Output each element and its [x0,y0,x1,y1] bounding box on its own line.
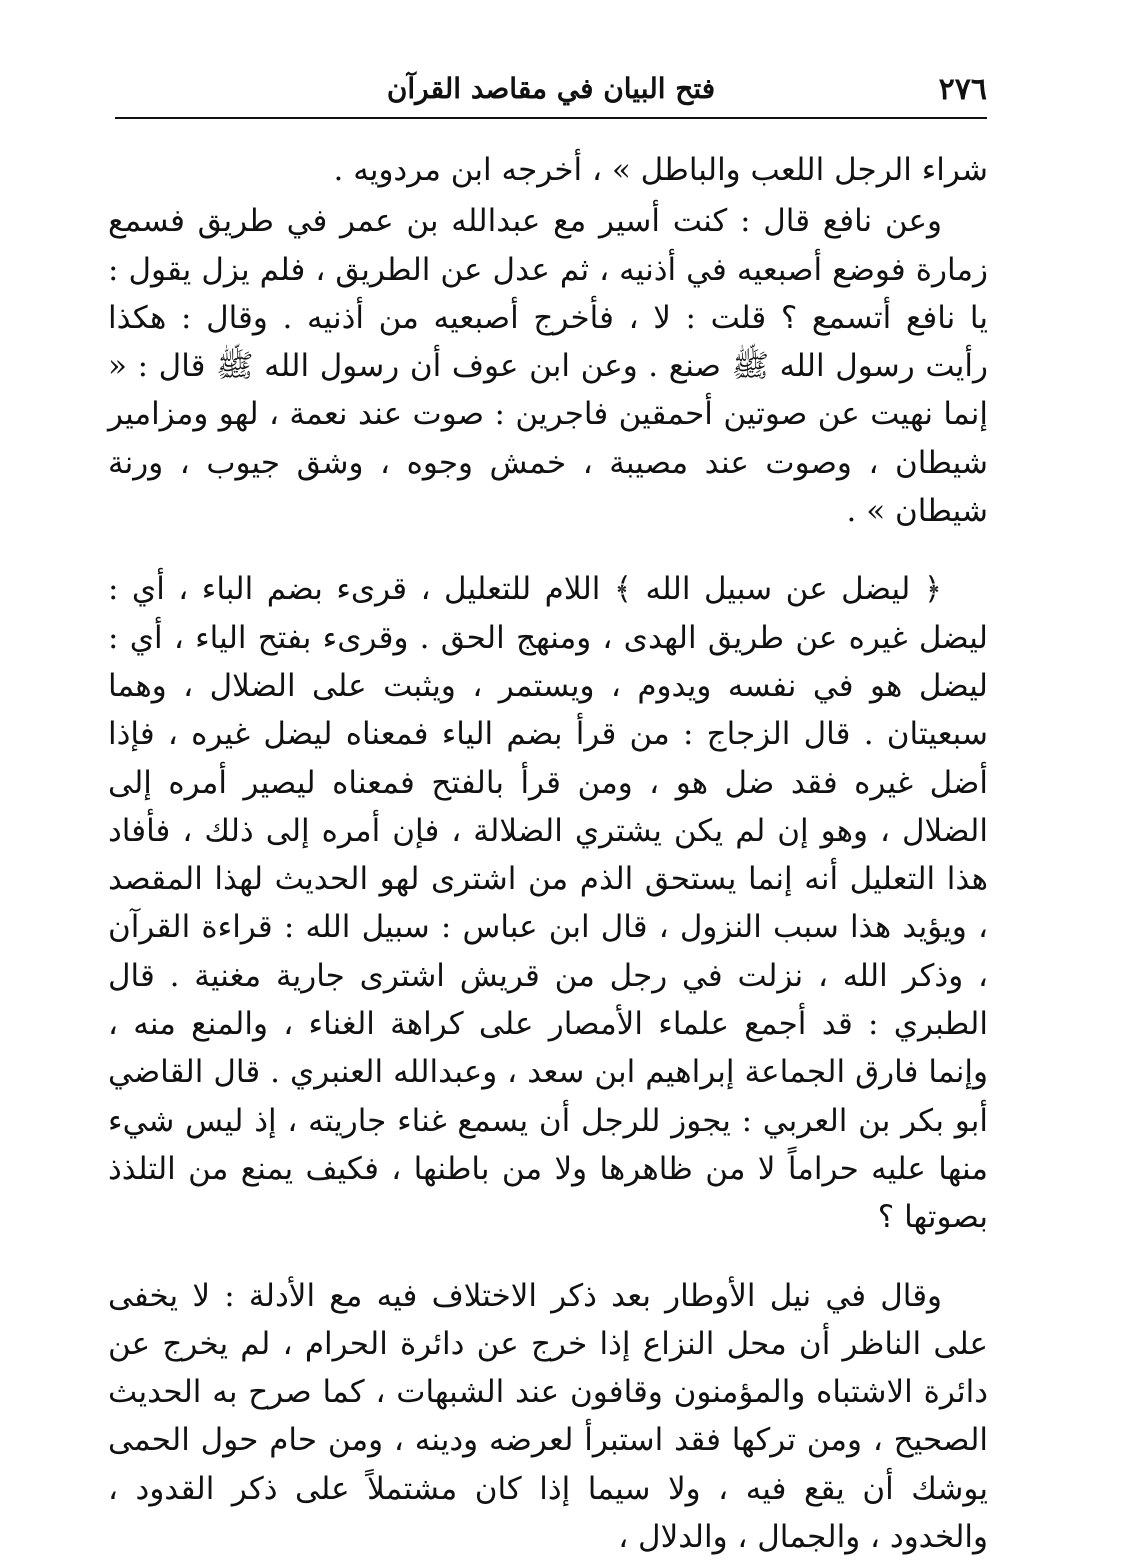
running-title: فتح البيان في مقاصد القرآن [386,72,716,105]
paragraph-continuation: شراء الرجل اللعب والباطل » ، أخرجه ابن مردويه . [333,152,988,188]
page-number: ٢٧٦ [938,72,987,107]
paragraph-nayl-al-awtar: وقال في نيل الأوطار بعد ذكر الاختلاف فيه مع الأدلة : لا يخفى على الناظر أن محل النزاع إذا خرج عن دائرة الحرام ، لم يخرج عن دائرة الاشتباه والمؤمنون وقافون عند الشبهات ، كما صرح به الحديث الصحيح ، ومن تركها فقد استبرأ لعرضه ودينه ، ومن حام حول الحمى يوشك أن يقع فيه ، ولا سيما إذا كان مشتملاً على ذكر القدود ، والخدود ، والجمال ، والدلال ، [108,1277,988,1556]
page-header [115,68,987,116]
paragraph-tafsir: ﴿ ليضل عن سبيل الله ﴾ اللام للتعليل ، قرىء بضم الباء ، أي : ليضل غيره عن طريق الهدى ، ومنهج الحق . وقرىء بفتح الياء ، أي : ليضل هو في نفسه ويدوم ، ويستمر ، ويثبت على الضلال ، وهما سبعيتان . قال الزجاج : من قرأ بضم الياء فمعناه ليضل غيره ، فإذا أضل غيره فقد ضل هو ، ومن قرأ بالفتح فمعناه ليصير أمره إلى الضلال ، وهو إن لم يكن يشتري الضلالة ، فإن أمره إلى ذلك ، فأفاد هذا التعليل أنه إنما يستحق الذم من اشترى لهو الحديث لهذا المقصد ، ويؤيد هذا سبب النزول ، قال ابن عباس : سبيل الله : قراءة القرآن ، وذكر الله ، نزلت في رجل من قريش اشترى جارية مغنية . قال الطبري : قد أجمع علماء الأمصار على كراهة الغناء ، والمنع منه ، وإنما فارق الجماعة إبراهيم ابن سعد ، وعبدالله العنبري . قال القاضي أبو بكر بن العربي : يجوز للرجل أن يسمع غناء جاريته ، إذ ليس شيء منها عليه حراماً لا من ظاهرها ولا من باطنها ، فكيف يمنع من التلذذ بصوتها ؟ [108,571,988,1236]
header-divider [115,117,987,119]
paragraph-nafi-hadith: وعن نافع قال : كنت أسير مع عبدالله بن عمر في طريق فسمع زمارة فوضع أصبعيه في أذنيه ، ثم عدل عن الطريق ، فلم يزل يقول : يا نافع أتسمع ؟ قلت : لا ، فأخرج أصبعيه من أذنيه . وقال : هكذا رأيت رسول الله ﷺ صنع . وعن ابن عوف أن رسول الله ﷺ قال : « إنما نهيت عن صوتين أحمقين فاجرين : صوت عند نعمة ، لهو ومزامير شيطان ، وصوت عند مصيبة ، خمش وجوه ، وشق جيوب ، ورنة شيطان » . [108,203,988,530]
page-body [108,146,988,1561]
